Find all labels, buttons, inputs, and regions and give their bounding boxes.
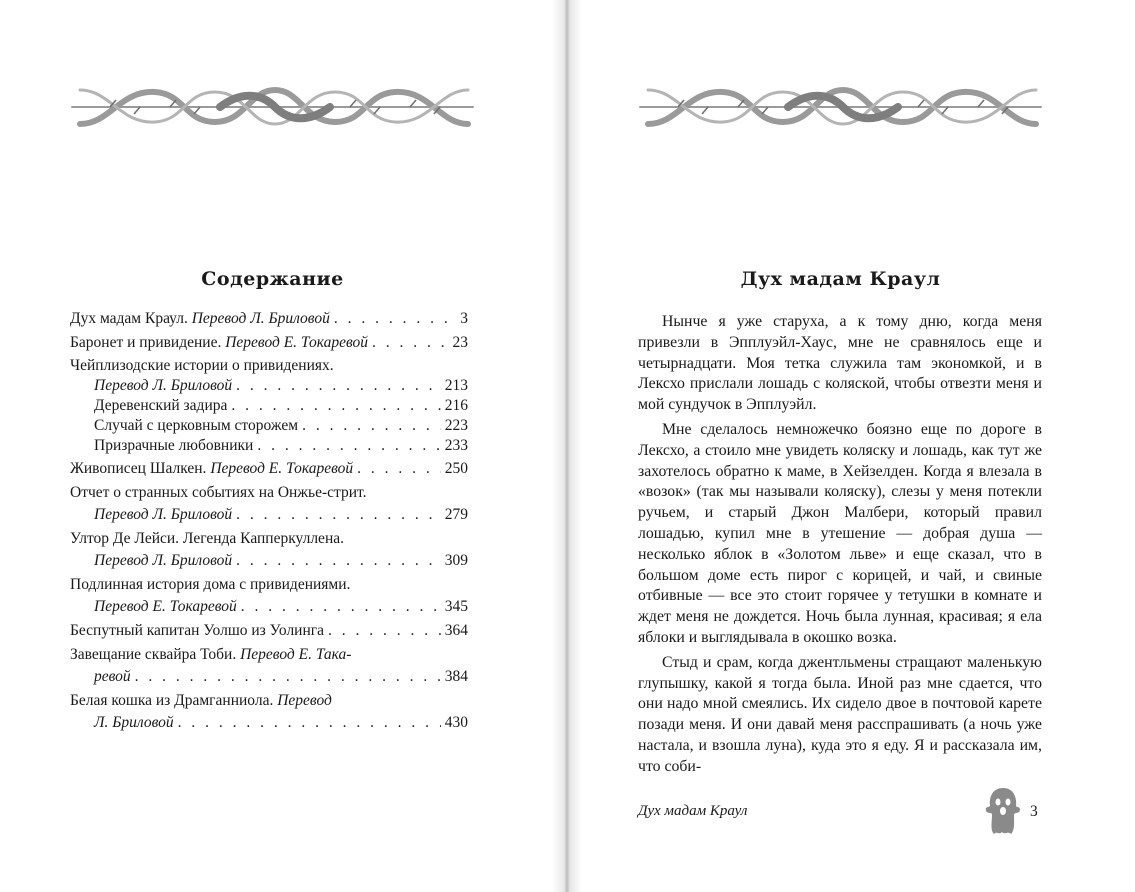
toc-entry[interactable]: Завещание сквайра Тоби. Перевод Е. Така- ревой . . . 384 — [70, 644, 468, 688]
toc-entry[interactable]: Беспутный капитан Уолшо из Уолинга . . . 364 — [70, 620, 468, 642]
toc-entry[interactable]: Отчет о странных событиях на Онжье-стрит. Перевод Л. Бриловой . . . 279 — [70, 482, 468, 526]
page-number: 3 — [1030, 803, 1038, 820]
thorn-vine-ornament-right — [638, 82, 1043, 132]
running-footer-title: Дух мадам Краул — [638, 803, 748, 819]
toc-entry[interactable]: Баронет и привидение. Перевод Е. Токаревой . . . 23 — [70, 332, 468, 354]
toc-entry[interactable]: Белая кошка из Драмганниола. Перевод Л. Бриловой . . . 430 — [70, 690, 468, 734]
contents-heading: Содержание — [201, 268, 344, 290]
paragraph: Нынче я уже старуха, а к тому дню, когда меня привезли в Эпплуэйл-Хаус, мне не сравнялось еще и четырнадцати. Моя тетка служила там экономкой, и в Лексхо прислали лошадь с коляской, чтобы отвезти меня и мой сундучок в Эпплуэйл. — [638, 313, 1042, 414]
thorn-vine-ornament-left — [70, 82, 475, 132]
toc-entry[interactable]: Ултор Де Лейси. Легенда Капперкуллена. Перевод Л. Бриловой . . . 309 — [70, 528, 468, 572]
story-text — [638, 312, 1042, 782]
toc-entry[interactable]: Чейплизодские истории о привидениях. Перевод Л. Бриловой . . . 213 Деревенский задира . . . 216 Случай с церковным сторожем . . . 223 Призрачные любовники . . . 233 — [70, 356, 468, 456]
toc-entry[interactable]: Дух мадам Краул. Перевод Л. Бриловой . . . 3 — [70, 308, 468, 330]
paragraph: Стыд и срам, когда джентльмены стращают маленькую глупышку, какой я тогда была. Иной раз мне сдается, что они надо мной смеялись. Их сидело двое в почтовой карете позади меня. И они давай меня расспрашивать (а ночь уже настала, и взошла луна), куда это я еду. Я и рассказала им, что соби- — [638, 653, 1042, 775]
ghost-icon — [984, 786, 1022, 836]
book-spine-shadow — [552, 0, 582, 892]
toc-entry[interactable]: Подлинная история дома с привидениями. Перевод Е. Токаревой . . . 345 — [70, 574, 468, 618]
table-of-contents — [70, 308, 468, 736]
toc-entry[interactable]: Живописец Шалкен. Перевод Е. Токаревой . . . 250 — [70, 458, 468, 480]
chapter-title: Дух мадам Краул — [740, 268, 941, 290]
paragraph: Мне сделалось немножечко боязно еще по дороге в Лексхо, а стоило мне увидеть коляску и лошадь, как тут же захотелось обратно к маме, в Хейзелден. Когда я влезала в «возок» (так мы называли коляску), слезы у меня потекли ручьем, и старый Джон Малбери, который правил лошадью, купил мне в утешение — добрая душа — несколько яблок в «Золотом льве» и еще сказал, что в большом доме есть пирог с корицей, и чай, и свиные отбивные — все это стоит горячее у тетушки в комнате и ждет меня не дождется. Ночь была лунная, красивая; я ела яблоки и выглядывала в окошко возка. — [638, 420, 1042, 646]
